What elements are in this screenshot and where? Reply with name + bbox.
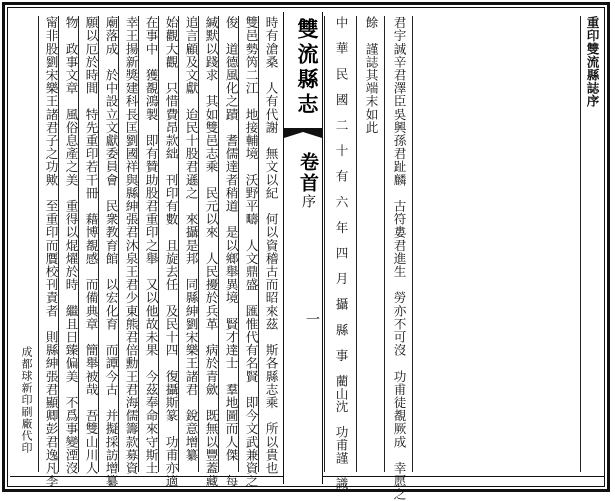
preface-heading: 重印雙流縣誌序 xyxy=(584,16,600,108)
preface-line: 甯非股劉宋樂王諸君子之功歟 至重印而贋校刊責者 則縣紳張君顯卿彭君逸凡李 xyxy=(38,16,62,472)
preface-line: 俊 道德風化之蹟 耆儒達者稍道 是以鄉舉異境 賢才達士 羣地圖而人傑 每 xyxy=(218,16,242,472)
preface-line: 幸王揚新獎建科長匡劉國祥與縣紳張君沐泉王君少東熊君倍勳王君海儒籌款募資 xyxy=(118,16,142,472)
fold-column xyxy=(283,12,323,484)
fold-section: 序 xyxy=(300,194,316,226)
preface-line: 時有滄桑 人有代謝 無文以紀 何以資稽古而昭來茲 斯各縣志乘 所以貴也 xyxy=(258,16,282,472)
preface-line: 在事中 獲覩鴻製 即有贊助股君重印之舉 又以他故未果 今茲奉命來守斯土 xyxy=(138,16,162,472)
preface-line: 物 政事文章 風俗息產之美 重得以焜燿於時 繼且日臻偏美 不爲事變湮沒 xyxy=(58,16,82,472)
preface-line: 願以厄於時間 特先重印若干冊 藉博覩感 而備典章 簡舉被哉 吾雙山川人 xyxy=(78,16,102,472)
fold-page-number: 一 xyxy=(304,312,320,326)
printer-note: 成都球新印刷廠代印 xyxy=(20,346,33,454)
preface-line: 雙邑勢笍二江 地接輔境 沃野平疇 人文鼎盛 匯惟代有名賢 即今文武兼資之 xyxy=(238,16,262,472)
printer-column xyxy=(14,16,38,472)
fold-title: 雙流縣志 xyxy=(295,18,320,118)
fold-volume-label xyxy=(284,152,322,226)
preface-line: 始觀大觀 只惜費昂款絀 刊印有數 且旋去任 及民十四 復攝斯篆 功甫亦適 xyxy=(158,16,182,472)
closing-line: 餘 謹誌其端末如此 xyxy=(356,16,384,472)
fish-tail-mark-icon xyxy=(284,128,322,144)
preface-line: 追言顧及文獻 迨民十股君遜之 來攝是邦 同縣紳劉宋樂王諸君 銳意增纂 xyxy=(178,16,202,472)
preface-line xyxy=(412,16,438,472)
preface-line: 緘默以踐求 其如雙邑志乘 民元以來 人民擾於兵革 病於青歛 既無以豐蓋藏 xyxy=(198,16,222,472)
closing-line: 君宇誠辛君澤臣吳興孫君趾麟 古符婁君進生 勞亦不可沒 功甫徒覩厥成 幸愿之 xyxy=(384,16,412,472)
preface-heading-column xyxy=(580,16,602,472)
preface-line: 廟落成 於中設立文獻委員會 民衆教育館 以宏化育 而譚今古 并擬採訪增纂 xyxy=(98,16,122,472)
fold-volume: 卷首 xyxy=(297,152,319,194)
date-signature-line: 中 華 民 國 二 十 有 六 年 四 月 攝 縣 事 藺山沈 功甫謹 識 xyxy=(324,16,356,472)
